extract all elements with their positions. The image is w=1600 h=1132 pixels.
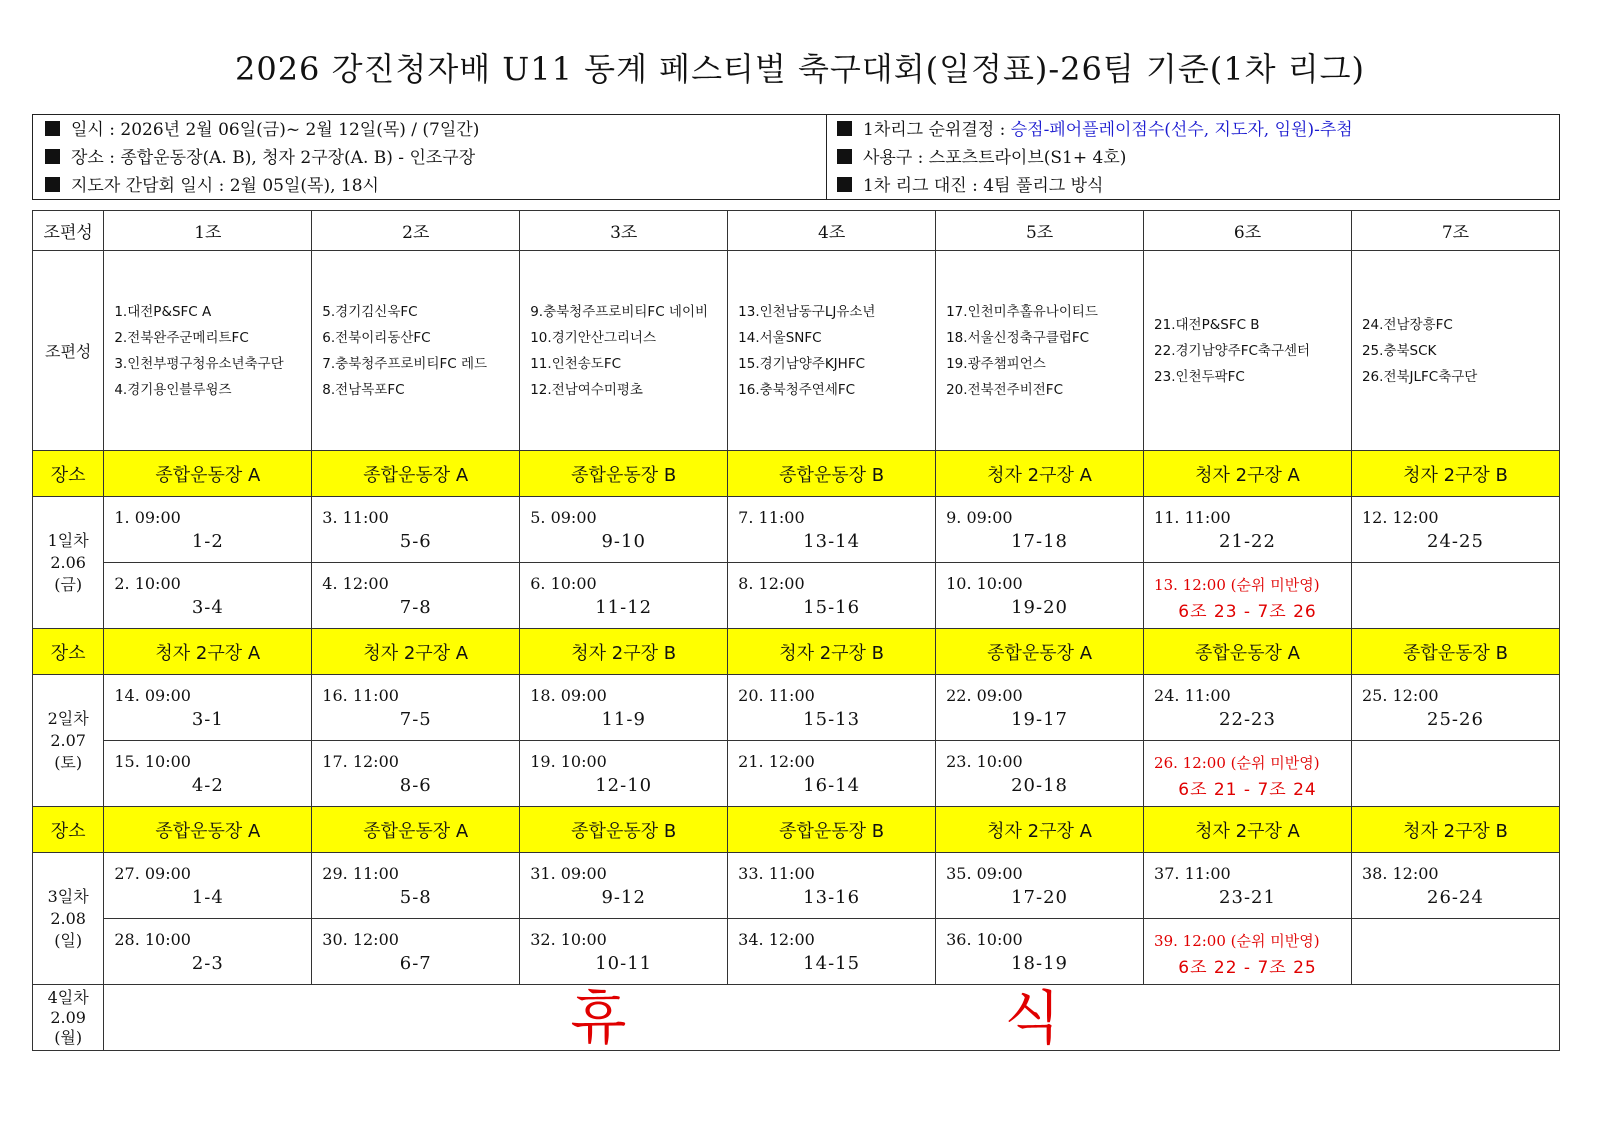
match-number-time: 27. 09:00 (114, 863, 191, 883)
match-cell (1144, 741, 1352, 807)
match-pairing: 11-12 (595, 596, 653, 618)
match-cell (312, 497, 520, 563)
match-number-time: 23. 10:00 (946, 751, 1023, 771)
match-pairing: 23-21 (1219, 886, 1276, 908)
match-cell (520, 919, 728, 985)
team-name: 13.인천남동구LJ유소년 (738, 303, 876, 320)
venue-cell: 종합운동장 A (936, 629, 1144, 675)
match-row (33, 741, 1560, 807)
match-cell (520, 497, 728, 563)
match-number-time: 5. 09:00 (530, 507, 597, 527)
group-roster-6 (1144, 251, 1352, 451)
day-label-line: 3일차 (47, 886, 89, 906)
team-list (1352, 312, 1559, 390)
team-list (1144, 312, 1351, 390)
venue-row (33, 807, 1560, 853)
match-row (33, 497, 1560, 563)
page-title: 2026 강진청자배 U11 동계 페스티벌 축구대회(일정표)-26팀 기준(1차 리그) (234, 50, 1366, 88)
match-cell (1351, 741, 1559, 807)
match-number-time: 12. 12:00 (1361, 507, 1439, 527)
team-name: 23.인천두팍FC (1154, 368, 1245, 385)
match-pairing: 9-10 (601, 530, 646, 552)
match-pairing: 19-20 (1011, 596, 1068, 618)
match-number-time: 22. 09:00 (946, 685, 1023, 705)
venue-cell: 청자 2구장 A (1144, 807, 1352, 853)
venue-cell: 청자 2구장 A (936, 807, 1144, 853)
team-name: 25.충북SCK (1361, 342, 1437, 359)
match-cell (728, 497, 936, 563)
match-pairing: 18-19 (1011, 952, 1068, 974)
match-cell (1351, 675, 1559, 741)
match-cell (728, 919, 936, 985)
match-number-time: 24. 11:00 (1154, 685, 1231, 705)
match-cell (104, 675, 312, 741)
venue-cell: 청자 2구장 B (520, 629, 728, 675)
venue-row (33, 629, 1560, 675)
team-name: 6.전북이리동산FC (322, 329, 431, 346)
venue-label: 장소 (33, 629, 104, 675)
group-roster-4 (728, 251, 936, 451)
match-pairing: 19-17 (1011, 708, 1068, 730)
info-left-column (33, 115, 827, 199)
group-header-2: 2조 (312, 211, 520, 251)
team-name: 22.경기남양주FC축구센터 (1154, 342, 1311, 359)
match-pairing: 7-8 (399, 596, 432, 618)
team-name: 3.인천부평구청유소년축구단 (114, 355, 284, 372)
info-box (32, 114, 1560, 200)
match-pairing: 15-13 (803, 708, 861, 730)
day-label-line: 4일차 (47, 987, 89, 1007)
match-pairing: 13-14 (803, 530, 861, 552)
team-name: 7.충북청주프로비티FC 레드 (322, 355, 488, 372)
match-pairing: 16-14 (803, 774, 861, 796)
info-ranking-criteria: 승점-페어플레이점수(선수, 지도자, 임원)-추첨 (1010, 120, 1353, 140)
match-number-time: 16. 11:00 (322, 685, 399, 705)
group-roster-3 (520, 251, 728, 451)
venue-cell: 종합운동장 B (728, 807, 936, 853)
match-pairing: 4-2 (191, 774, 224, 796)
group-header-row (33, 211, 1560, 251)
match-row (33, 919, 1560, 985)
team-name: 20.전북전주비전FC (946, 381, 1064, 398)
match-number-time: 17. 12:00 (322, 751, 399, 771)
day-label-line: 2.08 (50, 908, 86, 928)
info-venue-line (45, 145, 826, 173)
rest-char-1: 휴 (570, 983, 627, 1052)
info-right-column (827, 115, 1559, 199)
match-number-time: 38. 12:00 (1361, 863, 1439, 883)
team-name: 15.경기남양주KJHFC (738, 355, 866, 372)
match-number-time: 21. 12:00 (738, 751, 815, 771)
venue-cell: 종합운동장 A (1144, 629, 1352, 675)
team-list (936, 299, 1143, 403)
match-number-time: 19. 10:00 (530, 751, 607, 771)
match-number-time: 25. 12:00 (1361, 685, 1439, 705)
match-pairing: 14-15 (803, 952, 861, 974)
day-label-line: (금) (54, 574, 83, 594)
match-pairing: 22-23 (1219, 708, 1276, 730)
match-cell (312, 563, 520, 629)
team-list (312, 299, 519, 403)
day-label-line: 2.09 (50, 1007, 86, 1027)
day-label-line: 2일차 (47, 708, 89, 728)
info-format: 1차 리그 대진 : 4팀 풀리그 방식 (863, 176, 1104, 196)
info-ball: 사용구 : 스포츠트라이브(S1+ 4호) (863, 148, 1127, 168)
team-name: 12.전남여수미평초 (530, 381, 643, 398)
match-cell (936, 853, 1144, 919)
day-label (33, 675, 104, 807)
match-number-time: 14. 09:00 (114, 685, 191, 705)
match-number-time: 15. 10:00 (114, 751, 191, 771)
team-name: 4.경기용인블루윙즈 (114, 381, 232, 398)
match-cell (104, 741, 312, 807)
match-pairing: 6조 23 - 7조 26 (1178, 601, 1317, 622)
match-row (33, 675, 1560, 741)
match-pairing: 6조 21 - 7조 24 (1178, 779, 1317, 800)
match-cell (520, 563, 728, 629)
match-pairing: 2-3 (191, 952, 224, 974)
match-number-time: 7. 11:00 (738, 507, 805, 527)
match-number-time: 33. 11:00 (738, 863, 815, 883)
match-number-time: 31. 09:00 (530, 863, 607, 883)
info-date: 일시 : 2026년 2월 06일(금)~ 2월 12일(목) / (7일간) (71, 120, 480, 140)
match-cell (104, 563, 312, 629)
header-label: 조편성 (33, 211, 104, 251)
match-number-time: 8. 12:00 (738, 573, 805, 593)
match-cell (104, 853, 312, 919)
match-cell (1144, 853, 1352, 919)
match-number-time: 29. 11:00 (322, 863, 399, 883)
team-name: 17.인천미추홀유나이티드 (946, 303, 1098, 320)
match-pairing: 15-16 (803, 596, 861, 618)
match-cell (1351, 497, 1559, 563)
venue-cell: 청자 2구장 B (1351, 451, 1559, 497)
day-label-line: (토) (54, 752, 83, 772)
group-header-5: 5조 (936, 211, 1144, 251)
match-pairing: 17-20 (1011, 886, 1068, 908)
venue-cell: 청자 2구장 A (1144, 451, 1352, 497)
match-cell (936, 497, 1144, 563)
day-label-line: (월) (54, 1027, 83, 1047)
match-cell (728, 563, 936, 629)
match-cell (104, 497, 312, 563)
match-cell (936, 675, 1144, 741)
match-pairing: 26-24 (1427, 886, 1484, 908)
match-number-time: 28. 10:00 (114, 929, 191, 949)
match-number-time: 3. 11:00 (322, 507, 389, 527)
info-ball-line (837, 145, 1559, 173)
info-meeting-line (45, 173, 826, 201)
match-pairing: 1-4 (191, 886, 224, 908)
match-pairing: 20-18 (1011, 774, 1068, 796)
group-roster-2 (312, 251, 520, 451)
day-label (33, 497, 104, 629)
match-pairing: 10-11 (595, 952, 653, 974)
match-cell (936, 919, 1144, 985)
match-number-time: 11. 11:00 (1154, 507, 1231, 527)
match-number-time: 10. 10:00 (946, 573, 1023, 593)
match-number-time: 13. 12:00 (순위 미반영) (1154, 575, 1320, 594)
match-pairing: 3-1 (191, 708, 224, 730)
match-row (33, 563, 1560, 629)
match-number-time: 26. 12:00 (순위 미반영) (1154, 753, 1320, 772)
match-cell (104, 919, 312, 985)
match-cell (1351, 853, 1559, 919)
match-pairing: 12-10 (595, 774, 653, 796)
venue-cell: 종합운동장 A (104, 807, 312, 853)
match-pairing: 25-26 (1427, 708, 1484, 730)
info-format-line (837, 173, 1559, 201)
info-venue: 장소 : 종합운동장(A. B), 청자 2구장(A. B) - 인조구장 (71, 148, 476, 168)
venue-label: 장소 (33, 807, 104, 853)
match-cell (1144, 497, 1352, 563)
team-name: 2.전북완주군메리트FC (114, 329, 249, 346)
venue-cell: 청자 2구장 B (728, 629, 936, 675)
rest-char-2: 식 (1004, 983, 1061, 1052)
match-cell (520, 675, 728, 741)
match-pairing: 17-18 (1011, 530, 1068, 552)
match-pairing: 9-12 (601, 886, 646, 908)
match-pairing: 5-6 (399, 530, 432, 552)
match-number-time: 6. 10:00 (530, 573, 597, 593)
info-meeting: 지도자 간담회 일시 : 2월 05일(목), 18시 (71, 176, 379, 196)
match-pairing: 1-2 (191, 530, 224, 552)
match-cell (936, 741, 1144, 807)
group-header-6: 6조 (1144, 211, 1352, 251)
team-name: 11.인천송도FC (530, 355, 622, 372)
team-name: 9.충북청주프로비티FC 네이비 (530, 303, 709, 320)
match-pairing: 24-25 (1427, 530, 1484, 552)
match-number-time: 20. 11:00 (738, 685, 815, 705)
venue-row (33, 451, 1560, 497)
match-cell (728, 675, 936, 741)
match-number-time: 36. 10:00 (946, 929, 1023, 949)
day-label-line: 2.07 (50, 730, 86, 750)
rest-day-row (33, 985, 1560, 1051)
match-number-time: 37. 11:00 (1154, 863, 1231, 883)
match-cell (936, 563, 1144, 629)
match-pairing: 3-4 (191, 596, 224, 618)
square-bullet-icon (45, 121, 60, 136)
match-cell (728, 853, 936, 919)
team-name: 8.전남목포FC (322, 381, 405, 398)
match-number-time: 39. 12:00 (순위 미반영) (1154, 931, 1320, 950)
match-pairing: 6-7 (399, 952, 432, 974)
roster-label: 조편성 (33, 251, 104, 451)
match-cell (1351, 563, 1559, 629)
venue-cell: 종합운동장 B (1351, 629, 1559, 675)
rest-day-label (33, 985, 104, 1051)
match-pairing: 21-22 (1219, 530, 1276, 552)
info-ranking-line (837, 117, 1559, 145)
match-cell (728, 741, 936, 807)
match-cell (1144, 919, 1352, 985)
match-cell (312, 675, 520, 741)
group-header-4: 4조 (728, 211, 936, 251)
venue-cell: 종합운동장 B (728, 451, 936, 497)
group-roster-1 (104, 251, 312, 451)
venue-cell: 청자 2구장 A (104, 629, 312, 675)
team-name: 16.충북청주연세FC (738, 381, 856, 398)
day-label-line: 2.06 (50, 552, 86, 572)
team-list (104, 299, 311, 403)
match-cell (312, 853, 520, 919)
square-bullet-icon (837, 177, 852, 192)
match-number-time: 35. 09:00 (946, 863, 1023, 883)
team-name: 14.서울SNFC (738, 329, 822, 346)
venue-cell: 청자 2구장 A (312, 629, 520, 675)
rest-day-cell (104, 985, 1560, 1051)
day-label-line: (일) (54, 930, 83, 950)
team-name: 18.서울신정축구클럽FC (946, 329, 1090, 346)
match-pairing: 5-8 (399, 886, 432, 908)
venue-cell: 종합운동장 A (312, 451, 520, 497)
day-label-line: 1일차 (47, 530, 89, 550)
group-header-3: 3조 (520, 211, 728, 251)
team-list (520, 299, 727, 403)
square-bullet-icon (45, 177, 60, 192)
venue-cell: 청자 2구장 B (1351, 807, 1559, 853)
team-name: 10.경기안산그리너스 (530, 329, 657, 346)
match-pairing: 11-9 (601, 708, 646, 730)
match-number-time: 32. 10:00 (530, 929, 607, 949)
square-bullet-icon (837, 121, 852, 136)
team-name: 19.광주챔피언스 (946, 355, 1046, 372)
match-cell (520, 853, 728, 919)
venue-label: 장소 (33, 451, 104, 497)
team-name: 24.전남장흥FC (1361, 316, 1453, 333)
match-number-time: 30. 12:00 (322, 929, 399, 949)
venue-cell: 종합운동장 A (104, 451, 312, 497)
venue-cell: 종합운동장 A (312, 807, 520, 853)
match-number-time: 18. 09:00 (530, 685, 607, 705)
match-cell (1351, 919, 1559, 985)
match-cell (1144, 675, 1352, 741)
match-number-time: 34. 12:00 (738, 929, 815, 949)
venue-cell: 종합운동장 B (520, 451, 728, 497)
match-pairing: 7-5 (399, 708, 432, 730)
match-cell (520, 741, 728, 807)
match-pairing: 6조 22 - 7조 25 (1178, 957, 1317, 978)
team-name: 5.경기김신욱FC (322, 303, 418, 320)
match-row (33, 853, 1560, 919)
venue-cell: 종합운동장 B (520, 807, 728, 853)
team-roster-row (33, 251, 1560, 451)
team-name: 26.전북JLFC축구단 (1361, 368, 1478, 385)
match-cell (1144, 563, 1352, 629)
square-bullet-icon (45, 149, 60, 164)
group-roster-5 (936, 251, 1144, 451)
match-pairing: 8-6 (399, 774, 432, 796)
square-bullet-icon (837, 149, 852, 164)
match-number-time: 4. 12:00 (322, 573, 389, 593)
match-number-time: 1. 09:00 (114, 507, 181, 527)
match-cell (312, 741, 520, 807)
team-name: 21.대전P&SFC B (1154, 316, 1260, 333)
match-number-time: 9. 09:00 (946, 507, 1013, 527)
info-date-line (45, 117, 826, 145)
team-name: 1.대전P&SFC A (114, 303, 212, 320)
match-pairing: 13-16 (803, 886, 861, 908)
match-cell (312, 919, 520, 985)
match-number-time: 2. 10:00 (114, 573, 181, 593)
venue-cell: 청자 2구장 A (936, 451, 1144, 497)
group-header-7: 7조 (1351, 211, 1559, 251)
group-header-1: 1조 (104, 211, 312, 251)
info-ranking-label: 1차리그 순위결정 : (863, 120, 1011, 140)
team-list (728, 299, 935, 403)
day-label (33, 853, 104, 985)
group-roster-7 (1351, 251, 1559, 451)
schedule-table (32, 210, 1560, 1051)
